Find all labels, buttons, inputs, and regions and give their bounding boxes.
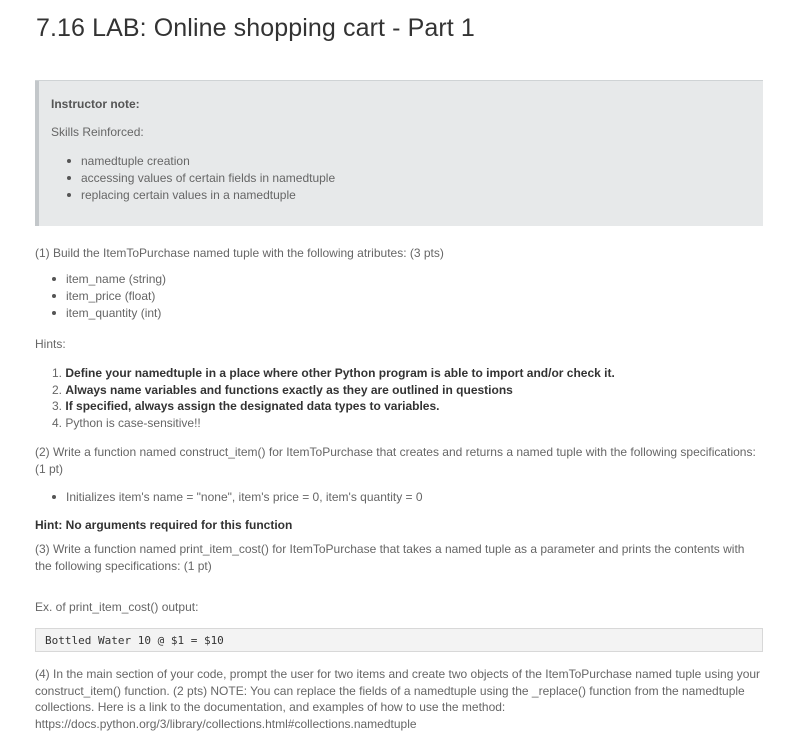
- instructor-note-box: [35, 80, 763, 226]
- list-item: item_quantity (int): [66, 305, 166, 322]
- bullet-icon: [67, 176, 71, 180]
- list-item: 4. Python is case-sensitive!!: [52, 415, 201, 430]
- part4-text: (4) In the main section of your code, prompt the user for two items and create two objects of the ItemToPurchase named tuple using your construct_item() function. (2 pts) NOTE: You can replace the fields of a namedtuple using the _replace() function from the namedtuple collections. Here is a link to the documentation, and examples of how to use the method: https://docs.python.org/3/library/collections.html#collections.namedtuple: [35, 667, 761, 731]
- attributes-list: [66, 271, 166, 322]
- part2-text: (2) Write a function named construct_item() for ItemToPurchase that creates and returns a named tuple with the following specifications: (1 pt): [35, 445, 756, 476]
- list-item: 1. Define your namedtuple in a place where other Python program is able to import and/or check it.: [52, 366, 615, 380]
- skills-list: [81, 153, 335, 204]
- hints-list: [52, 365, 615, 431]
- part3-text: (3) Write a function named print_item_cost() for ItemToPurchase that takes a named tuple as a parameter and prints the contents with the following specifications: (1 pt): [35, 542, 745, 573]
- list-item: item_price (float): [66, 288, 166, 305]
- bullet-icon: [52, 294, 56, 298]
- list-item: Initializes item's name = "none", item's price = 0, item's quantity = 0: [66, 489, 423, 506]
- bullet-icon: [67, 193, 71, 197]
- spec-list: [66, 489, 423, 506]
- list-item: item_name (string): [66, 271, 166, 288]
- bullet-icon: [52, 495, 56, 499]
- list-item: accessing values of certain fields in namedtuple: [81, 170, 335, 187]
- list-item: replacing certain values in a namedtuple: [81, 187, 335, 204]
- bullet-icon: [52, 311, 56, 315]
- page-title: 7.16 LAB: Online shopping cart - Part 1: [36, 14, 475, 42]
- part2-hint: Hint: No arguments required for this function: [35, 518, 293, 532]
- part1-text: (1) Build the ItemToPurchase named tuple with the following atributes: (3 pts): [35, 246, 444, 260]
- hints-label: Hints:: [35, 337, 66, 351]
- list-item: 2. Always name variables and functions exactly as they are outlined in questions: [52, 382, 513, 397]
- example-label: Ex. of print_item_cost() output:: [35, 600, 199, 614]
- bullet-icon: [67, 159, 71, 163]
- list-item: 3. If specified, always assign the designated data types to variables.: [52, 399, 440, 413]
- example-output-code: Bottled Water 10 @ $1 = $10: [35, 628, 763, 652]
- list-item: namedtuple creation: [81, 153, 335, 170]
- skills-reinforced-label: Skills Reinforced:: [51, 125, 144, 139]
- instructor-note-heading: Instructor note:: [51, 97, 140, 111]
- bullet-icon: [52, 277, 56, 281]
